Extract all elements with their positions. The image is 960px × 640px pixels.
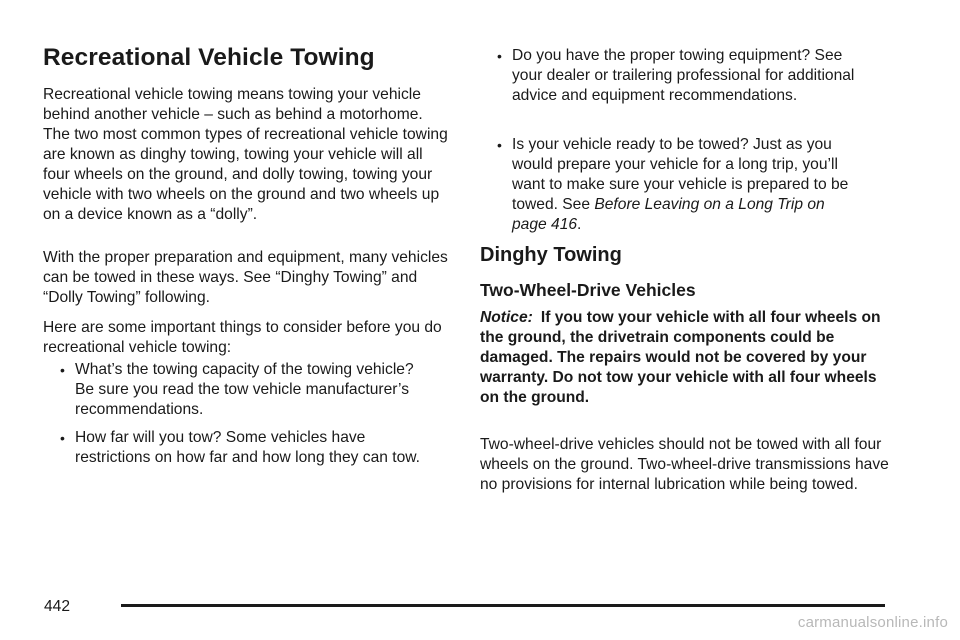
bullet-icon: • — [60, 430, 65, 446]
page-reference: Before Leaving on a Long Trip on page 416 — [512, 196, 825, 233]
list-item — [60, 360, 420, 420]
bullet-text: What’s the towing capacity of the towing vehicle? Be sure you read the tow vehicle manufacturer’s recommendations. — [75, 361, 414, 418]
watermark: carmanualsonline.info — [797, 614, 948, 631]
bullet-text: Is your vehicle ready to be towed? Just as you would prepare your vehicle for a long trip, you’ll want to make sure your vehicle is prepared to be towed. See — [512, 136, 849, 213]
intro-paragraph: Recreational vehicle towing means towing your vehicle behind another vehicle – such as behind a motorhome. The two most common types of recreational vehicle towing are known as dinghy towing, towing your vehicle will all four wheels on the ground, and dolly towing, towing your vehicle with two wheels on the ground and two wheels up on a device known as a “dolly”. — [43, 86, 448, 223]
list-item — [497, 135, 862, 235]
list-item — [60, 428, 420, 468]
bullet-icon: • — [60, 362, 65, 378]
preparation-paragraph: With the proper preparation and equipment, many vehicles can be towed in these ways. See “Dinghy Towing” and “Dolly Towing” following. — [43, 249, 448, 306]
list-item — [497, 46, 857, 106]
bullet-text: How far will you tow? Some vehicles have restrictions on how far and how long they can tow. — [75, 429, 420, 466]
page-title: Recreational Vehicle Towing — [43, 44, 375, 71]
notice-text: If you tow your vehicle with all four wheels on the ground, the drivetrain components could be damaged. The repairs would not be covered by your warranty. Do not tow your vehicle with all four wheels on the ground. — [480, 309, 881, 406]
notice-block — [480, 308, 895, 408]
reference-tail: . — [577, 216, 582, 233]
subsection-title: Two-Wheel-Drive Vehicles — [480, 280, 696, 300]
considerations-paragraph: Here are some important things to consider before you do recreational vehicle towing: — [43, 319, 442, 356]
bullet-icon: • — [497, 48, 502, 64]
bullet-text: Do you have the proper towing equipment? See your dealer or trailering professional for additional advice and equipment recommendations. — [512, 47, 855, 104]
footer-divider — [121, 604, 885, 607]
bullet-icon: • — [497, 137, 502, 153]
section-title: Dinghy Towing — [480, 244, 622, 266]
two-wheel-drive-paragraph: Two-wheel-drive vehicles should not be towed with all four wheels on the ground. Two-wheel-drive transmissions have no provisions for internal lubrication while being towed. — [480, 436, 889, 493]
page-number: 442 — [44, 598, 71, 615]
notice-label: Notice: — [480, 309, 533, 326]
